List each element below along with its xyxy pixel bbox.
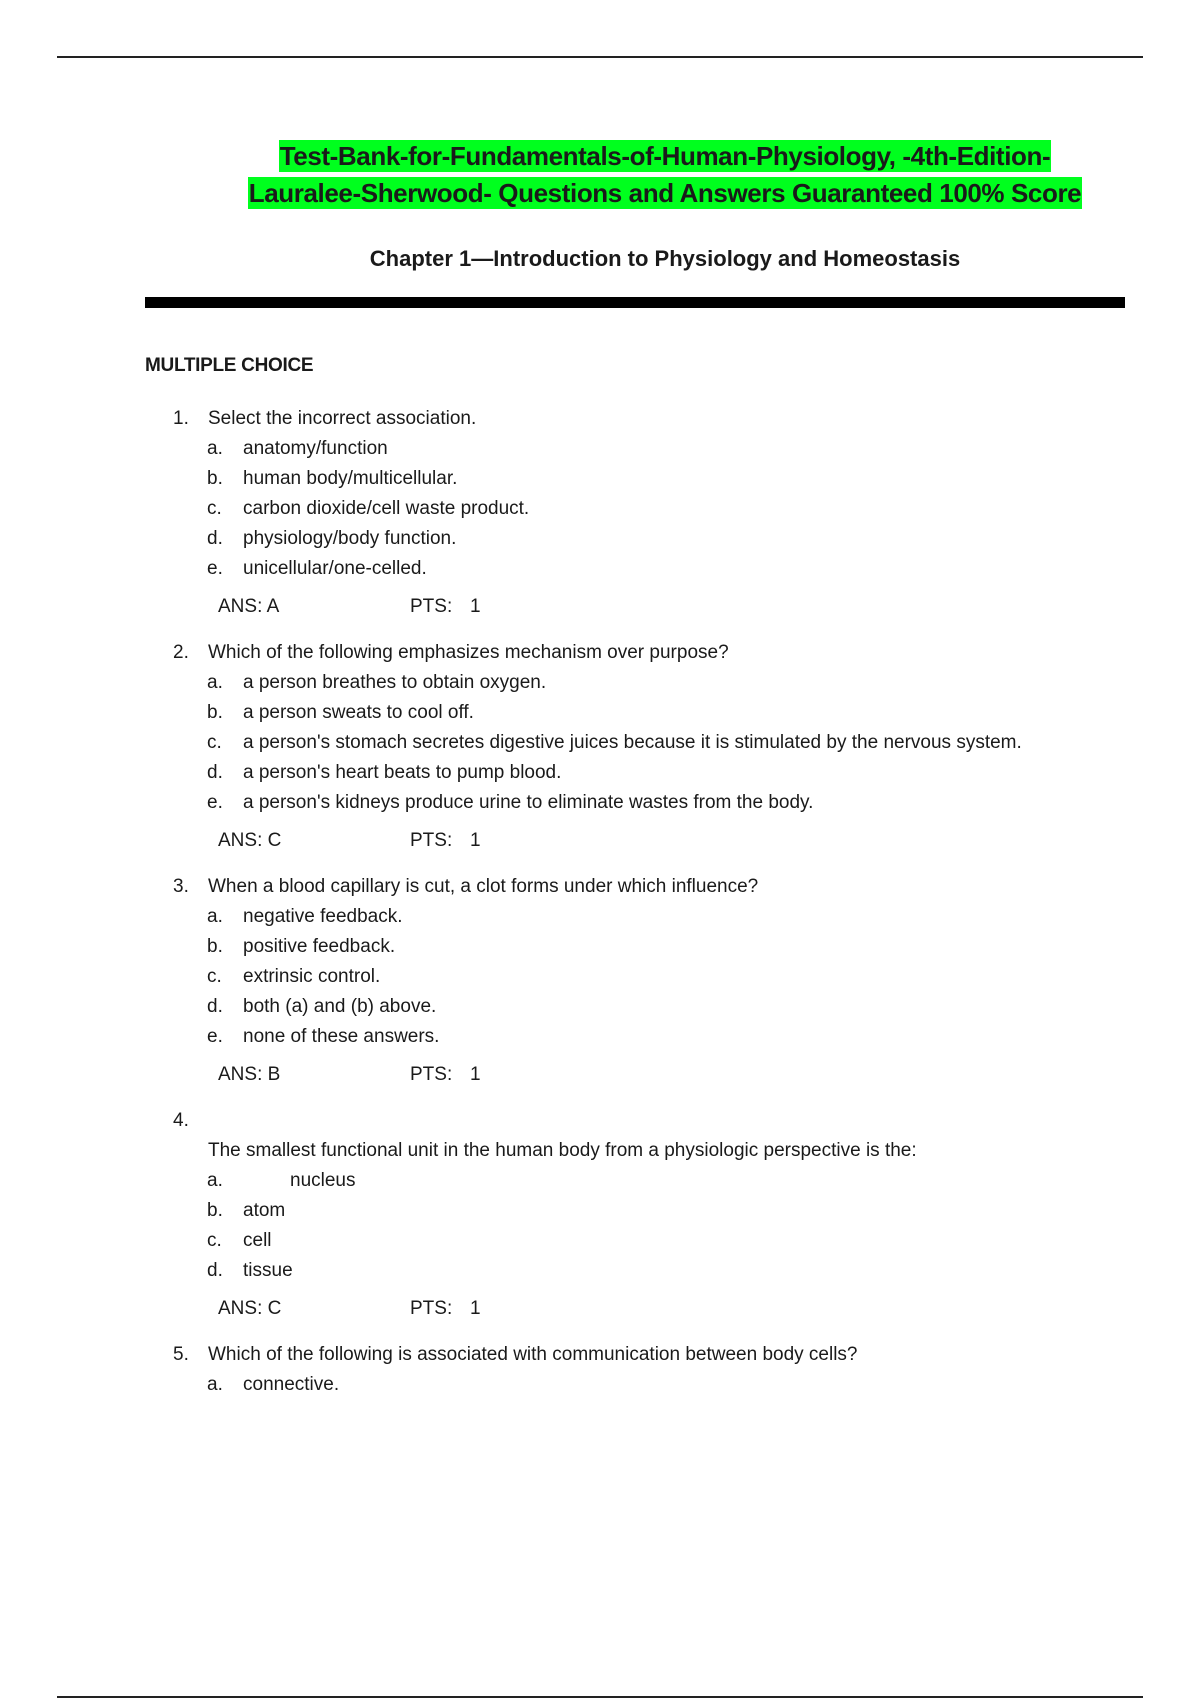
answer-row: [0, 820, 1200, 862]
answer-row: [0, 586, 1200, 628]
option-text: a person's kidneys produce urine to eliminate wastes from the body.: [243, 792, 814, 813]
option-text: none of these answers.: [243, 1026, 440, 1047]
option-letter: b.: [207, 468, 223, 489]
option-d: [0, 524, 1200, 554]
question-text: The smallest functional unit in the human body from a physiologic perspective is the:: [208, 1140, 917, 1161]
title-line-2: Lauralee-Sherwood- Questions and Answers Guaranteed 100% Score: [248, 178, 1082, 208]
option-text: extrinsic control.: [243, 966, 381, 987]
points-label: PTS:: [410, 830, 453, 851]
question-text: When a blood capillary is cut, a clot forms under which influence?: [208, 876, 759, 897]
question-text: Which of the following emphasizes mechanism over purpose?: [208, 642, 729, 663]
option-letter: c.: [207, 1230, 222, 1251]
question-stem: [0, 1106, 1200, 1166]
chapter-divider: [145, 297, 1125, 308]
option-letter: e.: [207, 792, 223, 813]
option-text: a person breathes to obtain oxygen.: [243, 672, 547, 693]
option-a: [0, 902, 1200, 932]
option-text: nucleus: [290, 1170, 356, 1191]
option-e: [0, 788, 1200, 818]
option-text: negative feedback.: [243, 906, 403, 927]
points-label: PTS:: [410, 1064, 453, 1085]
option-letter: c.: [207, 966, 222, 987]
option-c: [0, 1226, 1200, 1256]
option-letter: d.: [207, 1260, 223, 1281]
option-text: physiology/body function.: [243, 528, 457, 549]
option-b: [0, 464, 1200, 494]
question-1: [0, 404, 1200, 628]
option-e: [0, 1022, 1200, 1052]
points-value: 1: [470, 1064, 481, 1085]
question-text: Which of the following is associated with communication between body cells?: [208, 1344, 858, 1365]
points-value: 1: [470, 1298, 481, 1319]
points-label: PTS:: [410, 1298, 453, 1319]
question-stem: [0, 638, 1200, 668]
question-text: Select the incorrect association.: [208, 408, 477, 429]
option-letter: c.: [207, 732, 222, 753]
page-top-rule: [57, 56, 1143, 58]
option-text: positive feedback.: [243, 936, 396, 957]
points-value: 1: [470, 830, 481, 851]
option-letter: a.: [207, 1170, 223, 1191]
option-letter: d.: [207, 528, 223, 549]
option-letter: b.: [207, 936, 223, 957]
question-3: [0, 872, 1200, 1096]
chapter-title: Chapter 1—Introduction to Physiology and Homeostasis: [369, 246, 961, 271]
option-text: a person's heart beats to pump blood.: [243, 762, 562, 783]
option-text: human body/multicellular.: [243, 468, 458, 489]
option-letter: a.: [207, 672, 223, 693]
question-stem: [0, 404, 1200, 434]
option-text: both (a) and (b) above.: [243, 996, 437, 1017]
option-text: a person's stomach secretes digestive juices because it is stimulated by the nervous system.: [243, 732, 1022, 753]
option-a: [0, 1370, 1200, 1400]
answer-row: [0, 1288, 1200, 1330]
option-d: [0, 758, 1200, 788]
question-4: [0, 1106, 1200, 1330]
option-letter: a.: [207, 438, 223, 459]
option-text: atom: [243, 1200, 286, 1221]
option-letter: c.: [207, 498, 222, 519]
option-b: [0, 698, 1200, 728]
option-d: [0, 1256, 1200, 1286]
option-b: [0, 932, 1200, 962]
option-c: [0, 728, 1200, 758]
option-text: connective.: [243, 1374, 340, 1395]
points-label: PTS:: [410, 596, 453, 617]
question-5: [0, 1340, 1200, 1400]
option-text: carbon dioxide/cell waste product.: [243, 498, 530, 519]
option-letter: b.: [207, 702, 223, 723]
answer-key: ANS: C: [218, 830, 282, 851]
option-c: [0, 494, 1200, 524]
option-a: [0, 434, 1200, 464]
question-2: [0, 638, 1200, 862]
option-text: tissue: [243, 1260, 293, 1281]
option-b: [0, 1196, 1200, 1226]
title-line-1: Test-Bank-for-Fundamentals-of-Human-Physiology, -4th-Edition-: [279, 141, 1051, 171]
option-letter: d.: [207, 762, 223, 783]
option-text: cell: [243, 1230, 272, 1251]
option-text: a person sweats to cool off.: [243, 702, 474, 723]
option-letter: a.: [207, 906, 223, 927]
option-text: anatomy/function: [243, 438, 388, 459]
question-number: 2.: [173, 642, 189, 663]
question-stem: [0, 1340, 1200, 1370]
option-letter: b.: [207, 1200, 223, 1221]
option-letter: e.: [207, 1026, 223, 1047]
document-title: [145, 138, 1185, 212]
answer-row: [0, 1054, 1200, 1096]
question-number: 5.: [173, 1344, 189, 1365]
question-list: [0, 404, 1200, 1400]
question-number: 3.: [173, 876, 189, 897]
answer-key: ANS: C: [218, 1298, 282, 1319]
question-number: 1.: [173, 408, 189, 429]
page-bottom-rule: [57, 1696, 1143, 1698]
answer-key: ANS: B: [218, 1064, 281, 1085]
option-c: [0, 962, 1200, 992]
option-letter: a.: [207, 1374, 223, 1395]
answer-key: ANS: A: [218, 596, 280, 617]
option-text: unicellular/one-celled.: [243, 558, 427, 579]
option-e: [0, 554, 1200, 584]
points-value: 1: [470, 596, 481, 617]
option-letter: d.: [207, 996, 223, 1017]
question-stem: [0, 872, 1200, 902]
option-a: [0, 1166, 1200, 1196]
option-d: [0, 992, 1200, 1022]
section-heading: MULTIPLE CHOICE: [145, 355, 314, 376]
question-number: 4.: [173, 1110, 189, 1131]
option-a: [0, 668, 1200, 698]
option-letter: e.: [207, 558, 223, 579]
